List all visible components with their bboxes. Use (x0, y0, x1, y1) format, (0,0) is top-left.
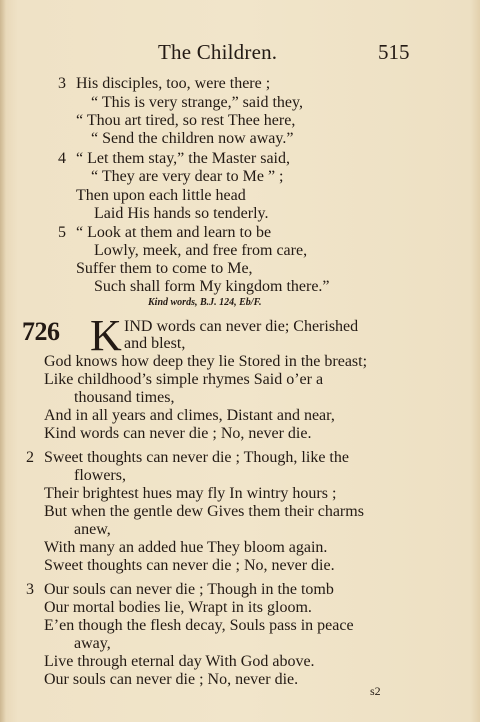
verse-line: “ Thou art tired, so rest Thee here, (76, 112, 296, 129)
verse-line: His disciples, too, were there ; (76, 75, 271, 92)
verse-line: Suffer them to come to Me, (76, 260, 253, 277)
verse-line: Like childhood’s simple rhymes Said o’er a (44, 371, 324, 388)
verse-line: E’en though the flesh decay, Souls pass in peace (44, 617, 354, 634)
verse-line: IND words can never die; Cherished (124, 318, 359, 335)
verse-line: flowers, (74, 467, 126, 484)
verse-line: “ This is very strange,” said they, (91, 94, 303, 111)
verse-number: 5 (58, 224, 66, 241)
printer-signature-mark: s2 (370, 684, 381, 698)
page-number: 515 (378, 40, 410, 64)
verse-line: Our souls can never die ; Though in the tomb (44, 581, 334, 598)
drop-cap: K (90, 311, 122, 360)
verse-number: 2 (26, 449, 34, 466)
verse-number: 3 (58, 75, 66, 92)
verse-line: thousand times, (74, 389, 175, 406)
verse-line: And in all years and climes, Distant and near, (44, 407, 335, 424)
verse-line: Our mortal bodies lie, Wrapt in its gloom. (44, 599, 312, 616)
verse-line: Such shall form My kingdom there.” (94, 278, 330, 295)
verse-line: Lowly, meek, and free from care, (94, 242, 308, 259)
verse-line: anew, (74, 521, 111, 538)
verse-line: Kind words can never die ; No, never die. (44, 425, 312, 442)
verse-line: Their brightest hues may fly In wintry hours ; (44, 485, 337, 502)
tune-attribution: Kind words, B.J. 124, Eb/F. (148, 297, 262, 308)
verse-line: Our souls can never die ; No, never die. (44, 671, 299, 688)
verse-line: God knows how deep they lie Stored in the breast; (44, 353, 368, 370)
verse-number: 3 (26, 581, 34, 598)
verse-line: Live through eternal day With God above. (44, 653, 315, 670)
verse-line: Then upon each little head (76, 187, 246, 204)
verse-line: But when the gentle dew Gives them their charms (44, 503, 364, 520)
verse-line: “ Send the children now away.” (91, 130, 294, 147)
page-gutter-shadow (0, 0, 6, 722)
verse-number: 4 (58, 150, 66, 167)
verse-line: “ They are very dear to Me ” ; (91, 168, 284, 185)
page-header-title: The Children. (158, 40, 278, 64)
verse-line: “ Let them stay,” the Master said, (76, 150, 290, 167)
verse-line: away, (74, 635, 111, 652)
hymn-number: 726 (22, 317, 60, 346)
verse-line: Sweet thoughts can never die ; No, never die. (44, 557, 335, 574)
verse-line: With many an added hue They bloom again. (44, 539, 328, 556)
verse-line: Sweet thoughts can never die ; Though, like the (44, 449, 349, 466)
verse-line: Laid His hands so tenderly. (94, 205, 269, 222)
verse-line: “ Look at them and learn to be (76, 224, 272, 241)
verse-line: and blest, (124, 335, 186, 352)
